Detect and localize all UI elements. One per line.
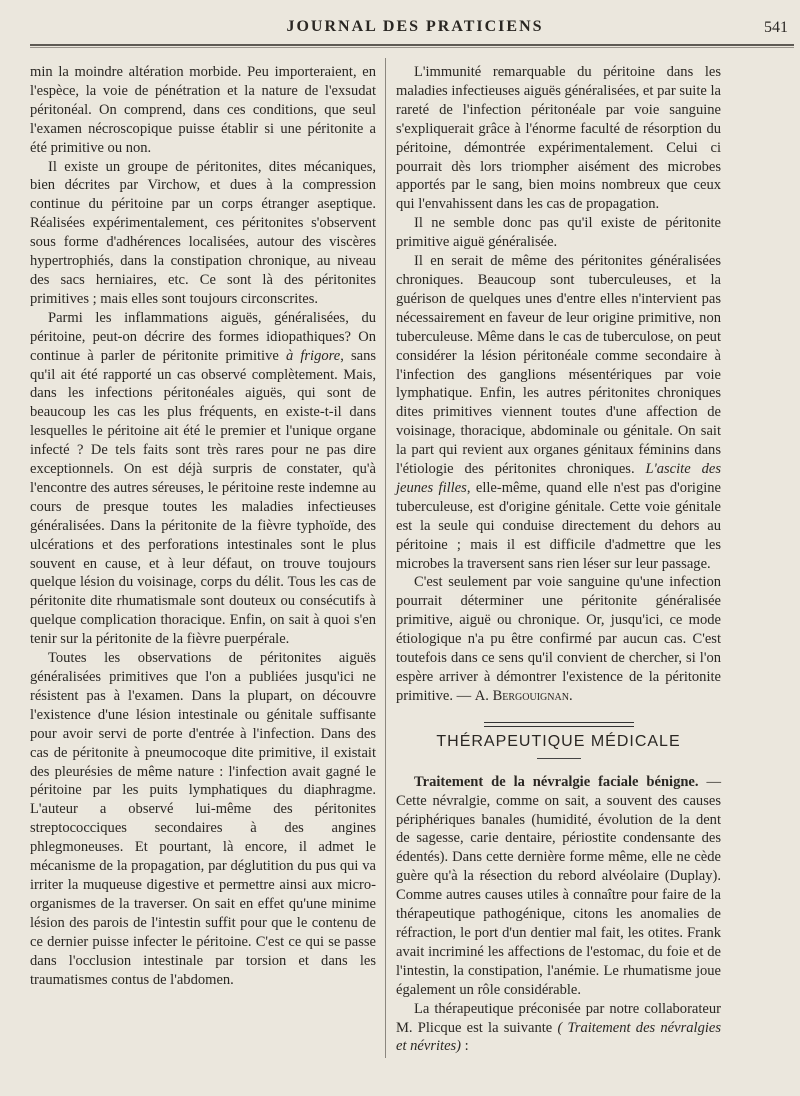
section-rule: [484, 722, 634, 727]
italic-phrase: ( Traitement des névralgies et névrites): [396, 1019, 722, 1055]
text-run: C'est seulement par voie sanguine qu'une infection pourrait déterminer une péritonite généralisée primitive, aiguë ou chronique. Or, jusqu'ici, ce mode étiologique n'a pu être confirmé par aucun cas. C'est toutefois dans ce sens qu'il convient de chercher, si l'on espère arriver à démontrer l'existence de la péritonite primitive. —: [396, 574, 721, 704]
author-signature: A. Bergouignan.: [474, 687, 573, 704]
paragraph: [396, 252, 721, 573]
text-run: Il en serait de même des péritonites généralisées chroniques. Beaucoup sont tuberculeuses, et la guérison de quelques unes d'entre elles n'intervient pas nécessairement en faveur de leur origine primitive, non tuberculeuse. Même dans le cas de tuberculose, on peut considérer la lésion péritonéale comme secondaire à l'infection des ganglions mésentériques par voie lymphatique. Enfin, les autres péritonites chroniques dites primitives viennent toutes d'une affection de voisinage, thoracique, abdominale ou génitale. On sait la part qui revient aux organes génitaux féminins dans l'étiologie des péritonites chroniques.: [396, 253, 721, 478]
text-run: — Cette névralgie, comme on sait, a souvent des causes périphériques banales (humidité, évolution de la dent de sagesse, carie dentaire, périostite condensante des édentés). Dans cette dernière forme même, elle ne cède guère qu'à la résection du rebord alvéolaire (Duplay). Comme autres causes utiles à connaître pour faire de la thérapeutique pathogénique, citons les anomalies de réfraction, le port d'un dentier mal fait, les otites. Frank avait incriminé les affections de l'estomac, du foie et de l'intestin, la constipation, l'anémie. Le rhumatisme joue également un rôle considérable.: [396, 773, 721, 998]
right-column: [396, 63, 721, 1056]
journal-title: JOURNAL DES PRATICIENS: [286, 18, 544, 35]
text-run: , sans qu'il ait été rapporté un cas observé complètement. Mais, dans les infections péritonéales aiguës, qui sont de beaucoup les cas les plus fréquents, en existe-t-il dans lesquelles le péritoine ait été le premier et l'unique organe infecté ? De tels faits sont très rares pour ne pas dire exceptionnels. On est déjà surpris de constater, qu'à l'encontre des autres séreuses, le péritoine reste indemne au cours de presque toutes les maladies infectieuses généralisées. Dans la péritonite de la fièvre typhoïde, des ulcérations et des perforations intestinales sont le plus souvent en cause, et à leur défaut, on trouve toujours quelque lésion du voisinage, corps du délit. Tous les cas de péritonite dite rhumatismale sont douteux ou consécutifs à quelque complication thoracique. Enfin, on sait à quoi s'en tenir sur la péritonite de la fièvre puerpérale.: [30, 347, 377, 648]
text-run: Parmi les inflammations aiguës, généralisées, du péritoine, peut-on décrire des formes idiopathiques? On continue à parler de péritonite primitive: [30, 309, 376, 364]
paragraph: Il existe un groupe de péritonites, dites mécaniques, bien décrites par Virchow, et dues à la compression continue du péritoine par un corps étranger aseptique. Réalisées expérimentalement, ces péritonites s'observent sous forme d'adhérences localisées, autour des viscères hypertrophiés, dans la constipation chronique, au niveau des sacs herniaires, etc. Ce sont là des péritonites primitives ; mais elles sont toujours circonscrites.: [30, 158, 376, 307]
left-column: [30, 63, 376, 989]
page-number: 541: [764, 19, 788, 36]
paragraph: [30, 309, 376, 649]
paragraph: [396, 1000, 721, 1057]
italic-phrase: à frigore: [285, 347, 341, 364]
text-run: , elle-même, quand elle n'est pas d'origine tuberculeuse, est d'origine génitale. Cette voie génitale est la seule qui conduise directement du dehors au péritoine ; mais il est difficile d'admettre que les microbes la traversent sans rien léser sur leur passage.: [396, 479, 721, 572]
text-run: La thérapeutique préconisée par notre collaborateur M. Plicque est la suivante: [396, 1000, 721, 1036]
header-rule: [30, 44, 794, 48]
text-run: :: [461, 1038, 469, 1055]
section-heading: THÉRAPEUTIQUE MÉDICALE: [436, 732, 681, 750]
paragraph: min la moindre altération morbide. Peu importeraient, en l'espèce, la voie de pénétration et la nature de l'exsudat péritonéal. On comprend, dans ces conditions, que seul l'examen nécroscopique puisse établir si une péritonite a été primitive ou non.: [30, 64, 376, 156]
heading-underline: [537, 758, 581, 759]
article-title: Traitement de la névralgie faciale bénigne.: [414, 773, 699, 790]
paragraph: [396, 773, 721, 1000]
paragraph: Toutes les observations de péritonites aiguës généralisées primitives que l'on a publiées jusqu'ici ne résistent pas à l'examen. Dans la plupart, on découvre l'existence d'une lésion intestinale ou génitale suffisante pour avoir servi de porte d'entrée à l'infection. Dans des cas de péritonite à pneumocoque dite primitive, il existait des pleurésies de même nature : l'infection avait gagné le péritoine par les puits lymphatiques du diaphragme. L'auteur a observé lui-même des péritonites streptococciques secondaires à des angines phlegmoneuses. Et pourtant, là encore, il admet le mécanisme de la propagation, par déglutition du pus qui va irriter la muqueuse digestive et permettre ainsi aux micro-organismes de la traverser. On sait en effet qu'une minime lésion des parois de l'intestin suffit pour que le contenu de ce dernier puisse infecter le péritoine. C'est ce qui se passe dans l'occlusion intestinale par torsion et dans les traumatismes contus de l'abdomen.: [30, 650, 376, 988]
italic-phrase: L'ascite des jeunes filles: [396, 461, 721, 496]
paragraph: L'immunité remarquable du péritoine dans les maladies infectieuses aiguës généralisées, et par suite la rareté de l'infection péritonéale par voie sanguine s'expliquerait grâce à l'énorme faculté de résorption du péritoine, démontrée expérimentalement. Celui ci pourrait dès lors triompher aisément des microbes apportés par le sang, bien moins nombreux que ceux qui l'envahissent dans les cas de propagation.: [396, 64, 721, 213]
paragraph: Il ne semble donc pas qu'il existe de péritonite primitive aiguë généralisée.: [396, 215, 721, 251]
paragraph: [396, 573, 721, 705]
running-header: [30, 18, 800, 42]
column-divider: [385, 58, 386, 1058]
